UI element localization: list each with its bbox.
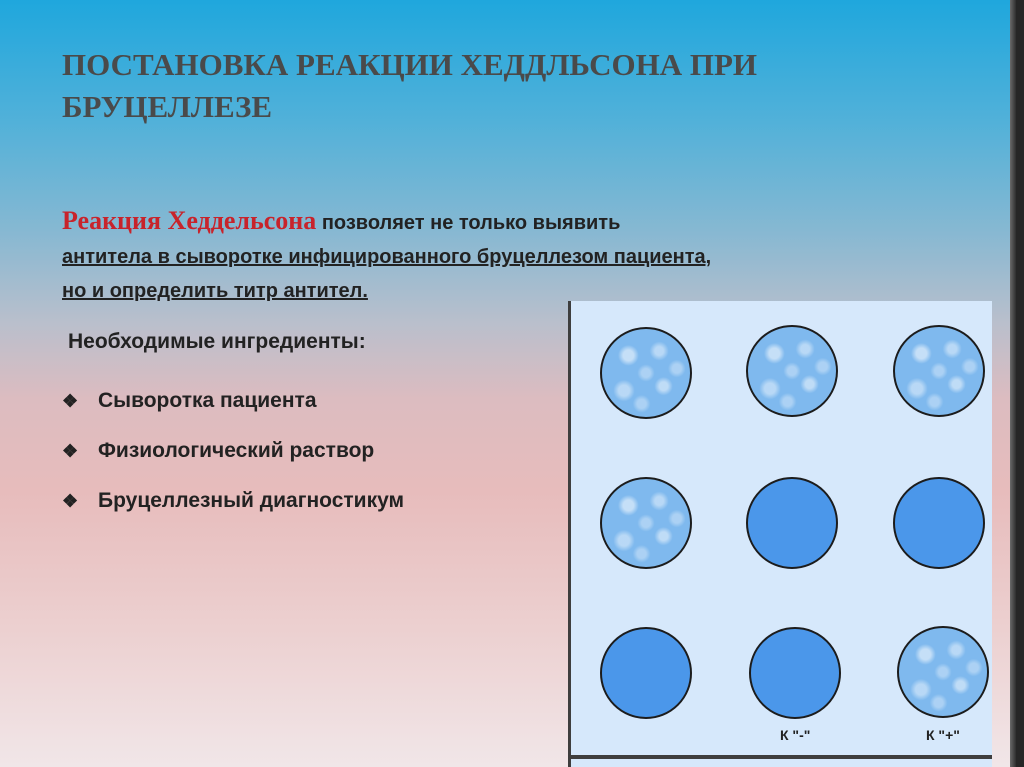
plate-bottom-edge [568,755,992,759]
well-r2-c2 [746,477,838,569]
intro-text-3: но и определить титр антител. [62,280,368,302]
well-r3-c3 [897,626,989,718]
well-r1-c1 [600,327,692,419]
title-line-2: БРУЦЕЛЛЕЗЕ [62,89,273,124]
intro-paragraph [62,204,922,308]
agglutination-plate [568,301,992,767]
intro-text-1: позволяет не только выявить [316,212,621,234]
list-item [62,426,404,476]
intro-text-2: антитела в сыворотке инфицированного бруцеллезом пациента, [62,246,712,268]
intro-highlight: Реакция Хеддельсона [62,206,317,235]
well-r1-c2 [746,325,838,417]
control-positive-label: К "+" [926,727,960,743]
ingredients-list [62,376,404,526]
control-negative-label: К "-" [780,727,811,743]
title-line-1: ПОСТАНОВКА РЕАКЦИИ ХЕДДЛЬСОНА ПРИ [62,47,758,82]
ingredient-label: Сыворотка пациента [98,389,317,412]
well-r3-c1 [600,627,692,719]
well-r1-c3 [893,325,985,417]
diamond-bullet-icon: ❖ [62,490,79,511]
diamond-bullet-icon: ❖ [62,440,79,461]
list-item [62,376,404,426]
list-item [62,476,404,526]
ingredient-label: Физиологический раствор [98,439,375,462]
well-r2-c1 [600,477,692,569]
ingredients-heading: Необходимые ингредиенты: [68,330,366,353]
slide-edge-frame [1010,0,1024,767]
slide-title [62,44,862,128]
diamond-bullet-icon: ❖ [62,390,79,411]
ingredient-label: Бруцеллезный диагностикум [98,489,405,512]
well-r2-c3 [893,477,985,569]
well-r3-c2 [749,627,841,719]
